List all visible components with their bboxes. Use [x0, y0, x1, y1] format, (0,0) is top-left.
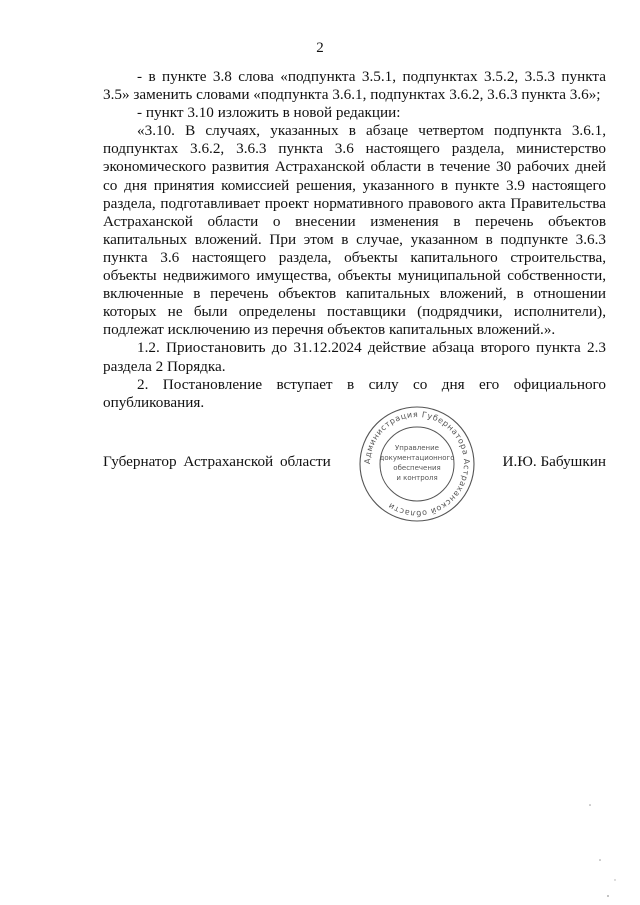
stamp-line: и контроля — [396, 474, 438, 482]
stamp-line: документационного — [379, 454, 455, 462]
paragraph-amend-3-8: - в пункте 3.8 слова «подпункта 3.5.1, подпунктах 3.5.2, 3.5.3 пункта 3.5» заменить словами «подпункта 3.6.1, подпунктах 3.6.2, 3.6.3 пункта 3.6»; — [103, 68, 606, 104]
page-number: 2 — [316, 40, 324, 56]
paragraph-amend-3-10: - пункт 3.10 изложить в новой редакции: — [137, 104, 401, 122]
paragraph-new-3-10: «3.10. В случаях, указанных в абзаце четвертом подпункта 3.6.1, подпунктах 3.6.2, 3.6.3 пункта 3.6 настоящего раздела, министерство экономического развития Астраханской области в течение 30 рабочих дней со дня принятия комиссией решения, указанного в пункте 3.9 настоящего раздела, подготавливает проект нормативного правового акта Правительства Астраханской области о внесении изменения в перечень объектов капитальных вложений. При этом в случае, указанном в подпункте 3.6.3 пункта 3.6 настоящего раздела, объекты капитального строительства, объекты недвижимого имущества, объекты муниципальной собственности, включенные в перечень объектов капитальных вложений, в отношении которых не были определены поставщики (подрядчики, исполнители), подлежат исключению из перечня объектов капитальных вложений.». — [103, 122, 606, 339]
stamp-outer-text: Администрация Губернатора Астраханской области — [362, 409, 472, 519]
stamp-line: обеспечения — [393, 464, 441, 472]
official-stamp — [357, 404, 477, 524]
paragraph-2: 2. Постановление вступает в силу со дня его официального опубликования. — [103, 375, 606, 411]
paragraph-1-2: 1.2. Приостановить до 31.12.2024 действие абзаца второго пункта 2.3 раздела 2 Порядка. — [103, 339, 606, 375]
document-body — [103, 68, 606, 412]
signatory-title: Губернатор Астраханской области — [103, 453, 331, 470]
stamp-line: Управление — [395, 444, 439, 452]
signatory-name: И.Ю. Бабушкин — [502, 453, 606, 470]
